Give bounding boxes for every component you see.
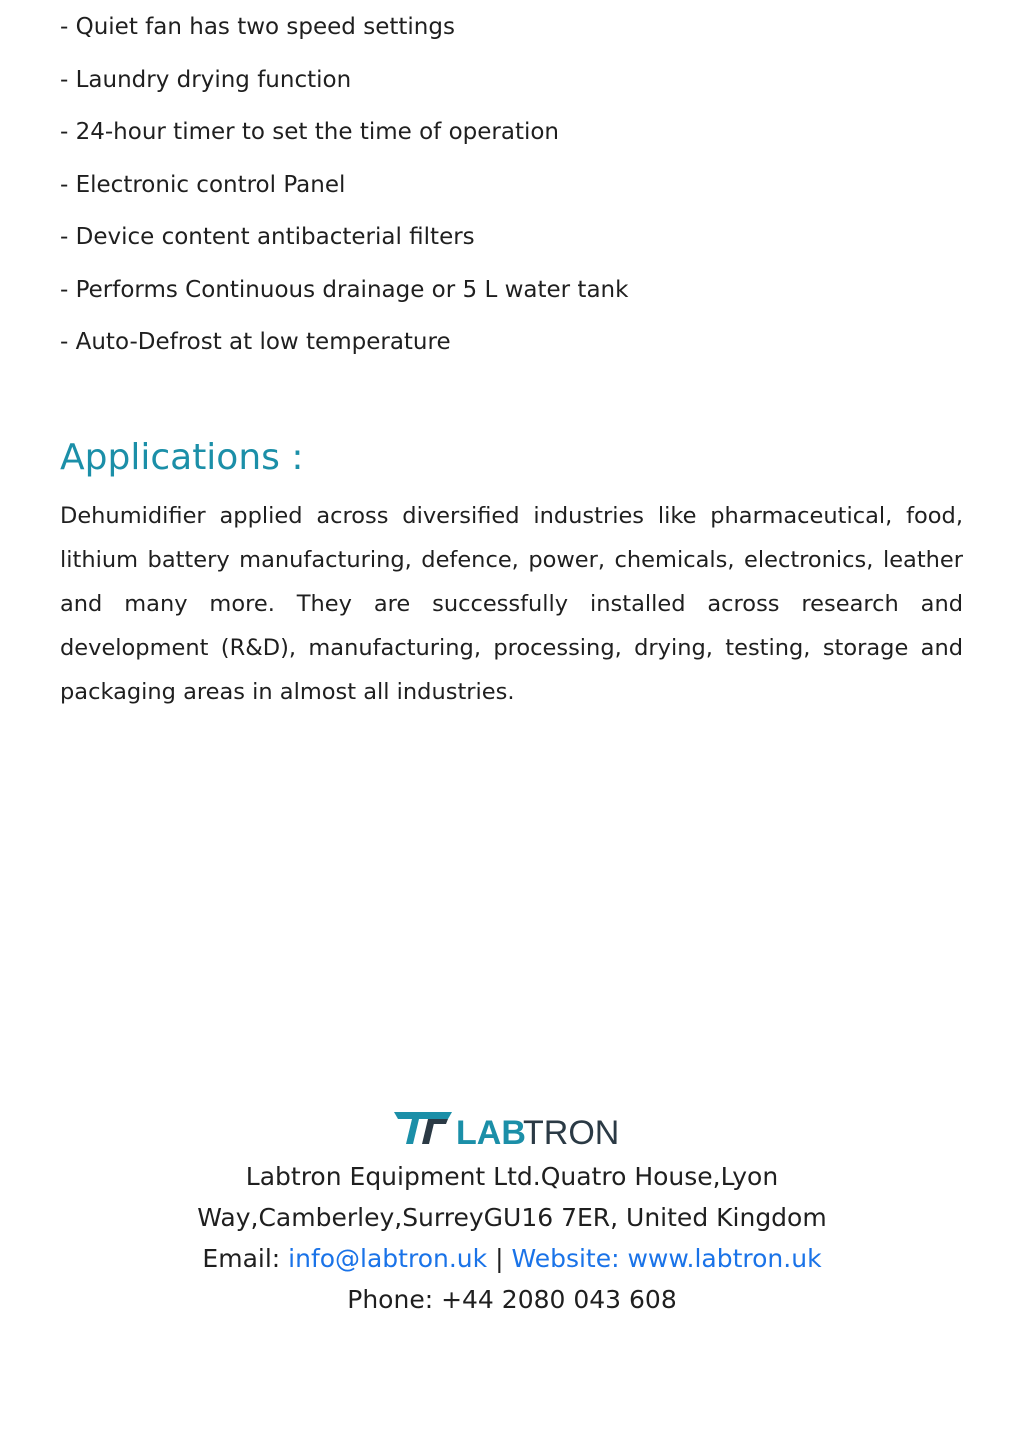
phone-line: Phone: +44 2080 043 608 bbox=[347, 1285, 677, 1314]
feature-item: - Laundry drying function bbox=[60, 66, 352, 93]
feature-item: - Electronic control Panel bbox=[60, 171, 346, 198]
website-link[interactable]: Website: www.labtron.uk bbox=[511, 1244, 822, 1273]
footer-contact bbox=[0, 1156, 1024, 1320]
labtron-logo bbox=[392, 1104, 632, 1150]
address-line-1: Labtron Equipment Ltd.Quatro House,Lyon bbox=[245, 1162, 779, 1191]
contact-line bbox=[0, 1238, 1024, 1279]
labtron-logo-icon bbox=[394, 1112, 452, 1144]
email-label: Email: bbox=[202, 1244, 289, 1273]
feature-item: - Performs Continuous drainage or 5 L water tank bbox=[60, 276, 629, 303]
applications-paragraph: Dehumidifier applied across diversified industries like pharmaceutical, food, lithium battery manufacturing, defence, power, chemicals, electronics, leather and many more. They are successfully installed across research and development (R&D), manufacturing, processing, drying, testing, storage and packaging areas in almost all industries. bbox=[60, 503, 963, 705]
feature-item: - 24-hour timer to set the time of operation bbox=[60, 119, 560, 145]
logo-brand-bold: LAB bbox=[456, 1114, 526, 1150]
address-line-2: Way,Camberley,SurreyGU16 7ER, United Kingdom bbox=[197, 1203, 827, 1232]
email-link[interactable]: info@labtron.uk bbox=[288, 1244, 488, 1273]
features-list bbox=[60, 10, 980, 378]
feature-item: - Quiet fan has two speed settings bbox=[60, 14, 455, 40]
logo-brand-light: TRON bbox=[523, 1114, 620, 1150]
separator: | bbox=[487, 1244, 512, 1273]
feature-item: - Auto-Defrost at low temperature bbox=[60, 329, 451, 355]
applications-heading: Applications : bbox=[60, 437, 304, 478]
feature-item: - Device content antibacterial filters bbox=[60, 224, 475, 250]
footer bbox=[0, 1104, 1024, 1320]
